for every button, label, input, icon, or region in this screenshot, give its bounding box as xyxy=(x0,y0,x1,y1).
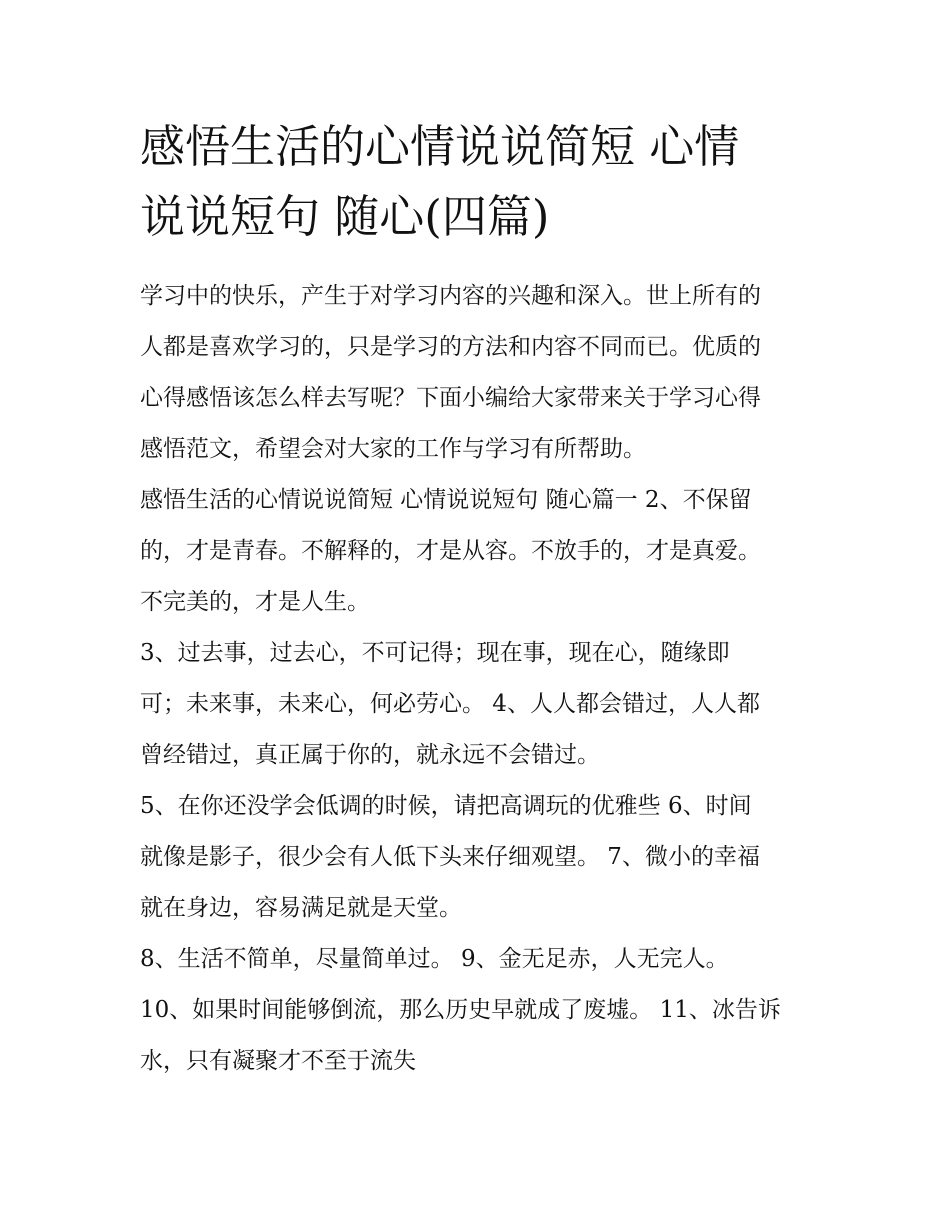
paragraph-section-one xyxy=(140,475,812,628)
text-line: 水，只有凝聚才不至于流失 xyxy=(140,1048,416,1074)
text-line: 感悟范文，希望会对大家的工作与学习有所帮助。 xyxy=(140,436,646,462)
text-line: 不完美的，才是人生。 xyxy=(140,589,370,615)
text-line: 8、生活不简单，尽量简单过。 9、金无足赤，人无完人。 xyxy=(140,946,729,972)
text-line: 的，才是青春。不解释的，才是从容。不放手的，才是真爱。 xyxy=(140,538,761,564)
text-line: 曾经错过，真正属于你的，就永远不会错过。 xyxy=(140,742,600,768)
document-page xyxy=(140,112,812,1087)
paragraph-intro xyxy=(140,271,812,475)
document-body xyxy=(140,271,812,1087)
text-line: 心得感悟该怎么样去写呢？下面小编给大家带来关于学习心得 xyxy=(140,385,761,411)
title-line: 说说短句 随心(四篇) xyxy=(140,190,550,243)
text-line: 就像是影子，很少会有人低下头来仔细观望。 7、微小的幸福 xyxy=(140,844,760,870)
text-line: 就在身边，容易满足就是天堂。 xyxy=(140,895,462,921)
text-line: 可；未来事，未来心，何必劳心。 4、人人都会错过，人人都 xyxy=(140,691,760,717)
text-line: 3、过去事，过去心，不可记得；现在事，现在心，随缘即 xyxy=(140,640,730,666)
text-line: 感悟生活的心情说说简短 心情说说短句 随心篇一 2、不保留 xyxy=(140,487,752,513)
paragraph-items-3-4 xyxy=(140,628,812,781)
paragraph-items-10-11 xyxy=(140,985,812,1087)
title-line: 感悟生活的心情说说简短 心情 xyxy=(140,120,740,173)
text-line: 10、如果时间能够倒流，那么历史早就成了废墟。 11、冰告诉 xyxy=(140,997,781,1023)
paragraph-items-5-7 xyxy=(140,781,812,934)
paragraph-items-8-9 xyxy=(140,934,812,985)
text-line: 学习中的快乐，产生于对学习内容的兴趣和深入。世上所有的 xyxy=(140,283,761,309)
text-line: 5、在你还没学会低调的时候，请把高调玩的优雅些 6、时间 xyxy=(140,793,752,819)
document-title xyxy=(140,112,812,252)
text-line: 人都是喜欢学习的，只是学习的方法和内容不同而已。优质的 xyxy=(140,334,761,360)
